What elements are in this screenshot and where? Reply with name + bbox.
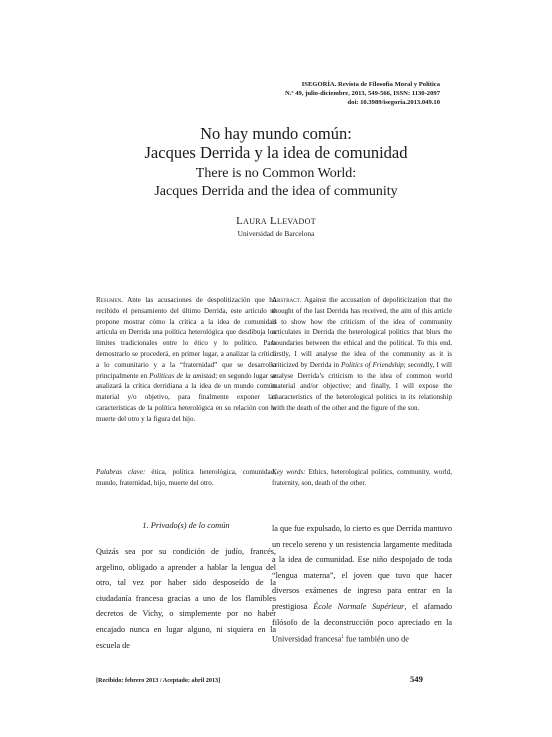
keywords-spanish-text: ética, política heterológica, comunidad, mundo, fraternidad, hijo, muerte del otro. [96,468,276,487]
body-right-text-cont: , el afamado filósofo de la deconstrucción poco apreciado en la Universidad francesa [272,601,453,644]
title-english-line1: There is no Common World: [195,166,357,181]
author-name: Laura Llevadot [236,215,316,227]
abstract-text: Against the accusation of depoliticization that the thought of the last Derrida has received, the aim of this article is to show how the criticism of the idea of community articulates in Derrida the heterological politics that blurs the boundaries between the ethical and the political. To this end, firstly, I will analyse the idea of the community as it is criticized by Derrida in [272,296,452,369]
title-english-line2: Jacques Derrida and the idea of community [154,184,398,199]
received-dates: [Recibido: febrero 2013 / Aceptado: abril 2013] [96,677,221,684]
section-heading: 1. Privado(s) de lo común [142,521,230,530]
abstract-label: Abstract. [272,296,302,304]
resumen-label: Resumen. [96,296,124,304]
resumen-book-title: Políticas de la amistad [149,371,216,380]
keywords-english [272,467,452,489]
body-right-school: École Normale Supérieur [313,601,405,611]
abstract-paragraph [272,295,452,414]
journal-doi: doi: 10.3989/isegoria.2013.049.10 [347,99,440,106]
title-spanish-line1: No hay mundo común: [200,124,352,143]
body-right-text: la que fue expulsado, lo cierto es que Derrida mantuvo un recelo sereno y un resistencia largamente meditada a la idea de comunidad. Ese niño despojado de toda “lengua materna”, el joven que tuvo que hacer diversos exámenes de ingreso para entrar en la prestigiosa [272,524,452,611]
body-text-right [272,521,452,647]
journal-header [180,80,440,107]
resumen-paragraph [96,295,276,425]
journal-name: ISEGORÍA. Revista de Filosofía Moral y Política [301,81,440,88]
title-block [95,124,457,238]
resumen-text: Ante las acusaciones de despolitización que ha recibido el pensamiento del último Derrida, este artículo se propone mostrar cómo la crítica a la idea de comunidad articula en Derrida una política heterológica que desdibuja los límites tradicionales entre lo ético y lo político. Para demostrarlo se procederá, en primer lugar, a analizar la crítica a lo comunitario y a la “fraternidad” que se desarrolla principalmente en [96,296,277,380]
body-text-left: Quizás sea por su condición de judío, francés, argelino, obligado a aprender a hablar la lengua del otro, tal vez por haber sido desposeído de la ciudadanía francesa gracias a uno de los flamíbles decretos de Vichy, o simplemente por no haber encajado nunca en lugar alguno, ni siquiera en la escuela de [96,547,276,650]
journal-issue: N.º 49, julio-diciembre, 2013, 549-566, ISSN: 1130-2097 [285,90,440,97]
keywords-spanish [96,467,276,489]
abstract-book-title: Politics of Friendship [341,360,404,369]
footnote-marker[interactable]: 1 [341,635,344,641]
author-affiliation: Universidad de Barcelona [237,229,315,238]
abstract-text-cont: ; secondly, I will analyse Derrida’s criticism to the idea of common world material and/or objective; and finally, I will expose the characteristics of the heterological politics in its relationship with the death of the other and the figure of the son. [272,360,452,412]
keywords-english-text: Ethics, heterological politics, community, world, fraternity, son, death of the other. [272,468,452,487]
resumen-text-cont: ; en segundo lugar se analizará la crítica derridiana a la idea de un mundo común material y/o objetivo, para finalmente exponer las características de la política heterológica en su relación con la muerte del otro y la figura del hijo. [96,371,276,423]
keywords-english-label: Key words: [272,468,306,476]
page-number: 549 [410,674,423,684]
title-english [95,165,457,201]
title-spanish-line2: Jacques Derrida y la idea de comunidad [144,143,408,162]
title-spanish [95,124,457,162]
keywords-spanish-label: Palabras clave: [96,468,146,476]
body-right-text-end: fue también uno de [343,634,409,644]
